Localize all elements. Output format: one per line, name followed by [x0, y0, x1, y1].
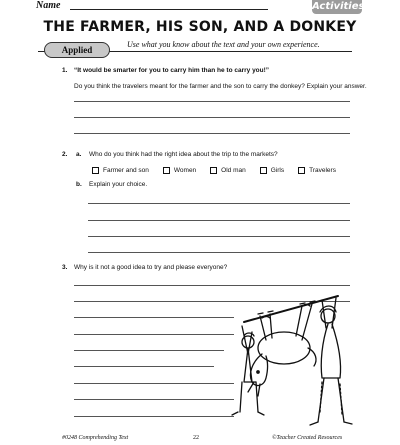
q1-answer-line[interactable] [74, 117, 350, 118]
q2a-options [92, 167, 350, 174]
q2b-answer-line[interactable] [88, 236, 350, 237]
option-girls[interactable] [260, 167, 284, 174]
option-label: Girls [270, 167, 285, 174]
name-write-line[interactable] [70, 9, 268, 10]
q3-answer-line[interactable] [74, 416, 234, 417]
option-label: Women [173, 167, 197, 174]
q2b-label: b. [76, 181, 82, 188]
option-travelers[interactable] [298, 167, 336, 174]
option-label: Travelers [309, 167, 336, 174]
page-title: THE FARMER, HIS SON, AND A DONKEY [43, 19, 357, 35]
q1-answer-line[interactable] [74, 133, 350, 134]
q2b-answer-line[interactable] [88, 252, 350, 253]
footer-copyright: ©Teacher Created Resources [272, 435, 343, 441]
checkbox[interactable] [163, 167, 170, 174]
checkbox[interactable] [298, 167, 305, 174]
option-women[interactable] [163, 167, 196, 174]
section-tab: Activities [312, 1, 365, 12]
q1-quote: “It would be smarter for you to carry him than he to carry you!” [74, 67, 270, 74]
applied-pill: Applied [44, 42, 110, 58]
q2b-answer-line[interactable] [88, 203, 350, 204]
checkbox[interactable] [210, 167, 217, 174]
q1-number: 1. [62, 67, 68, 74]
footer-page-number: 22 [193, 435, 199, 441]
q3-answer-line[interactable] [74, 383, 234, 384]
q2b-answer-line[interactable] [88, 220, 350, 221]
q1-answer-line[interactable] [74, 101, 350, 102]
q3-prompt: Why is it not a good idea to try and please everyone? [74, 264, 228, 271]
q3-answer-line[interactable] [74, 334, 234, 335]
q3-number: 3. [62, 264, 68, 271]
option-label: Farmer and son [103, 167, 149, 174]
checkbox[interactable] [92, 167, 99, 174]
footer-book-id: #0248 Comprehending Text [62, 435, 129, 441]
q3-answer-line[interactable] [74, 317, 234, 318]
option-old-man[interactable] [210, 167, 246, 174]
q1-prompt: Do you think the travelers meant for the farmer and the son to carry the donkey? Explain your answer. [74, 83, 367, 90]
name-label: Name [36, 0, 61, 11]
q2a-prompt: Who do you think had the right idea about the trip to the markets? [89, 151, 278, 158]
q2-number: 2. [62, 151, 68, 158]
checkbox[interactable] [260, 167, 267, 174]
farmer-son-donkey-illustration [222, 282, 354, 434]
section-instruction: Use what you know about the text and your own experience. [124, 40, 323, 49]
q3-answer-line[interactable] [74, 366, 214, 367]
q2a-label: a. [76, 151, 82, 158]
option-farmer-and-son[interactable] [92, 167, 149, 174]
option-label: Old man [221, 167, 246, 174]
q3-answer-line[interactable] [74, 350, 224, 351]
q2b-prompt: Explain your choice. [89, 181, 148, 188]
q3-answer-line[interactable] [74, 399, 234, 400]
